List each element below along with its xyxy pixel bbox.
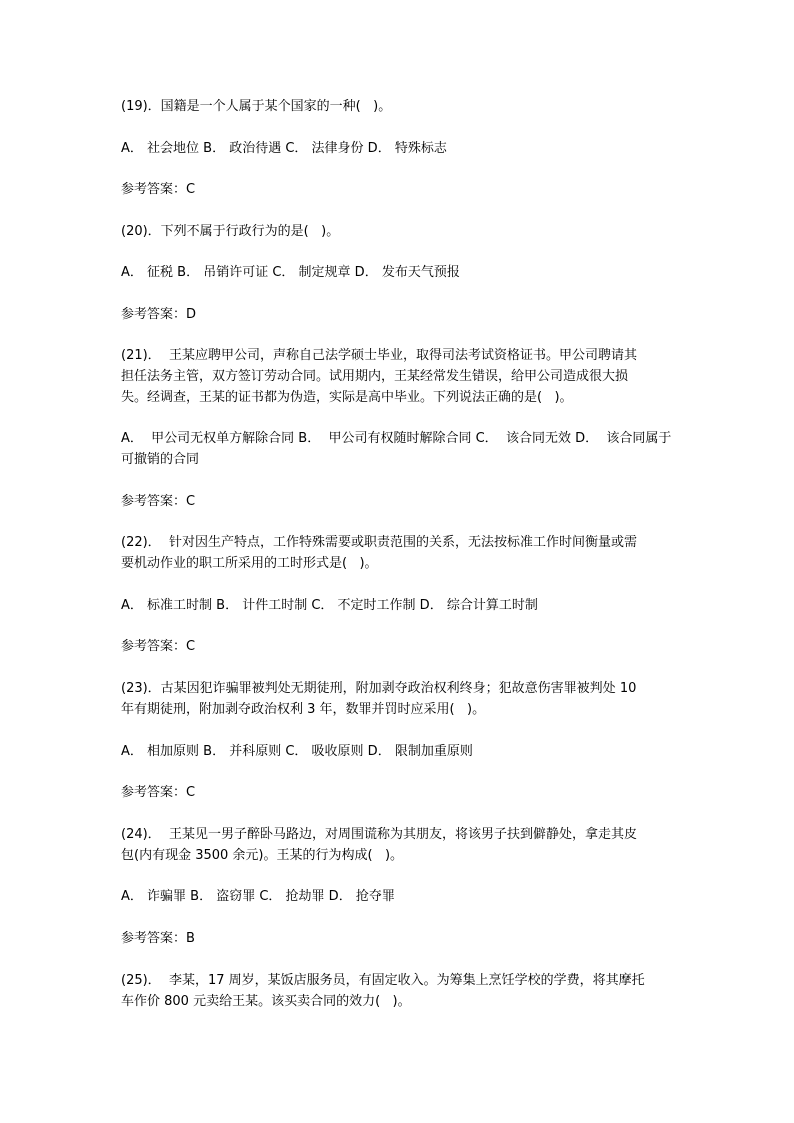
question-20-options: A． 征税 B． 吊销许可证 C． 制定规章 D． 发布天气预报 [121,265,460,280]
question-22-line-2: 要机动作业的职工所采用的工时形式是( )。 [121,556,378,571]
question-22-answer: 参考答案：C [121,639,196,654]
question-19-answer: 参考答案：C [121,182,196,197]
question-19-options: A． 社会地位 B． 政治待遇 C． 法律身份 D． 特殊标志 [121,141,447,156]
question-20: (20)．下列不属于行政行为的是( )。 [121,224,340,239]
question-20-answer: 参考答案：D [121,307,197,322]
question-19: (19)．国籍是一个人属于某个国家的一种( )。 [121,99,392,114]
question-22-options: A． 标准工时制 B． 计件工时制 C． 不定时工作制 D． 综合计算工时制 [121,598,538,613]
question-21-answer: 参考答案：C [121,494,196,509]
question-23-line-2: 年有期徒刑，附加剥夺政治权利 3 年，数罪并罚时应采用( )。 [121,702,486,717]
question-24-answer: 参考答案：B [121,931,195,946]
question-21-line-3: 失。经调查，王某的证书都为伪造，实际是高中毕业。下列说法正确的是( )。 [121,390,573,405]
question-21-options-line-2: 可撤销的合同 [121,452,200,467]
question-25-line-2: 车作价 800 元卖给王某。该买卖合同的效力( )。 [121,994,411,1009]
question-24-line-1: (24)． 王某见一男子醉卧马路边，对周围谎称为其朋友，将该男子扶到僻静处，拿走其皮 [121,827,637,842]
question-21-line-1: (21)． 王某应聘甲公司，声称自己法学硕士毕业，取得司法考试资格证书。甲公司聘请其 [121,348,637,363]
question-21-options-line-1: A． 甲公司无权单方解除合同 B． 甲公司有权随时解除合同 C． 该合同无效 D． 该合同属于 [121,431,672,446]
question-23-answer: 参考答案：C [121,785,196,800]
question-23-line-1: (23)．古某因犯诈骗罪被判处无期徒刑，附加剥夺政治权利终身；犯故意伤害罪被判处 10 [121,681,637,696]
question-24-options: A． 诈骗罪 B． 盗窃罪 C． 抢劫罪 D． 抢夺罪 [121,889,395,904]
question-24-line-2: 包(内有现金 3500 余元)。王某的行为构成( )。 [121,848,404,863]
question-21-line-2: 担任法务主管，双方签订劳动合同。试用期内，王某经常发生错误，给甲公司造成很大损 [121,369,629,384]
question-23-options: A． 相加原则 B． 并科原则 C． 吸收原则 D． 限制加重原则 [121,744,473,759]
question-22-line-1: (22)． 针对因生产特点，工作特殊需要或职责范围的关系，无法按标准工作时间衡量或需 [121,535,637,550]
question-25-line-1: (25)． 李某，17 周岁，某饭店服务员，有固定收入。为筹集上烹饪学校的学费，将其摩托 [121,973,645,988]
